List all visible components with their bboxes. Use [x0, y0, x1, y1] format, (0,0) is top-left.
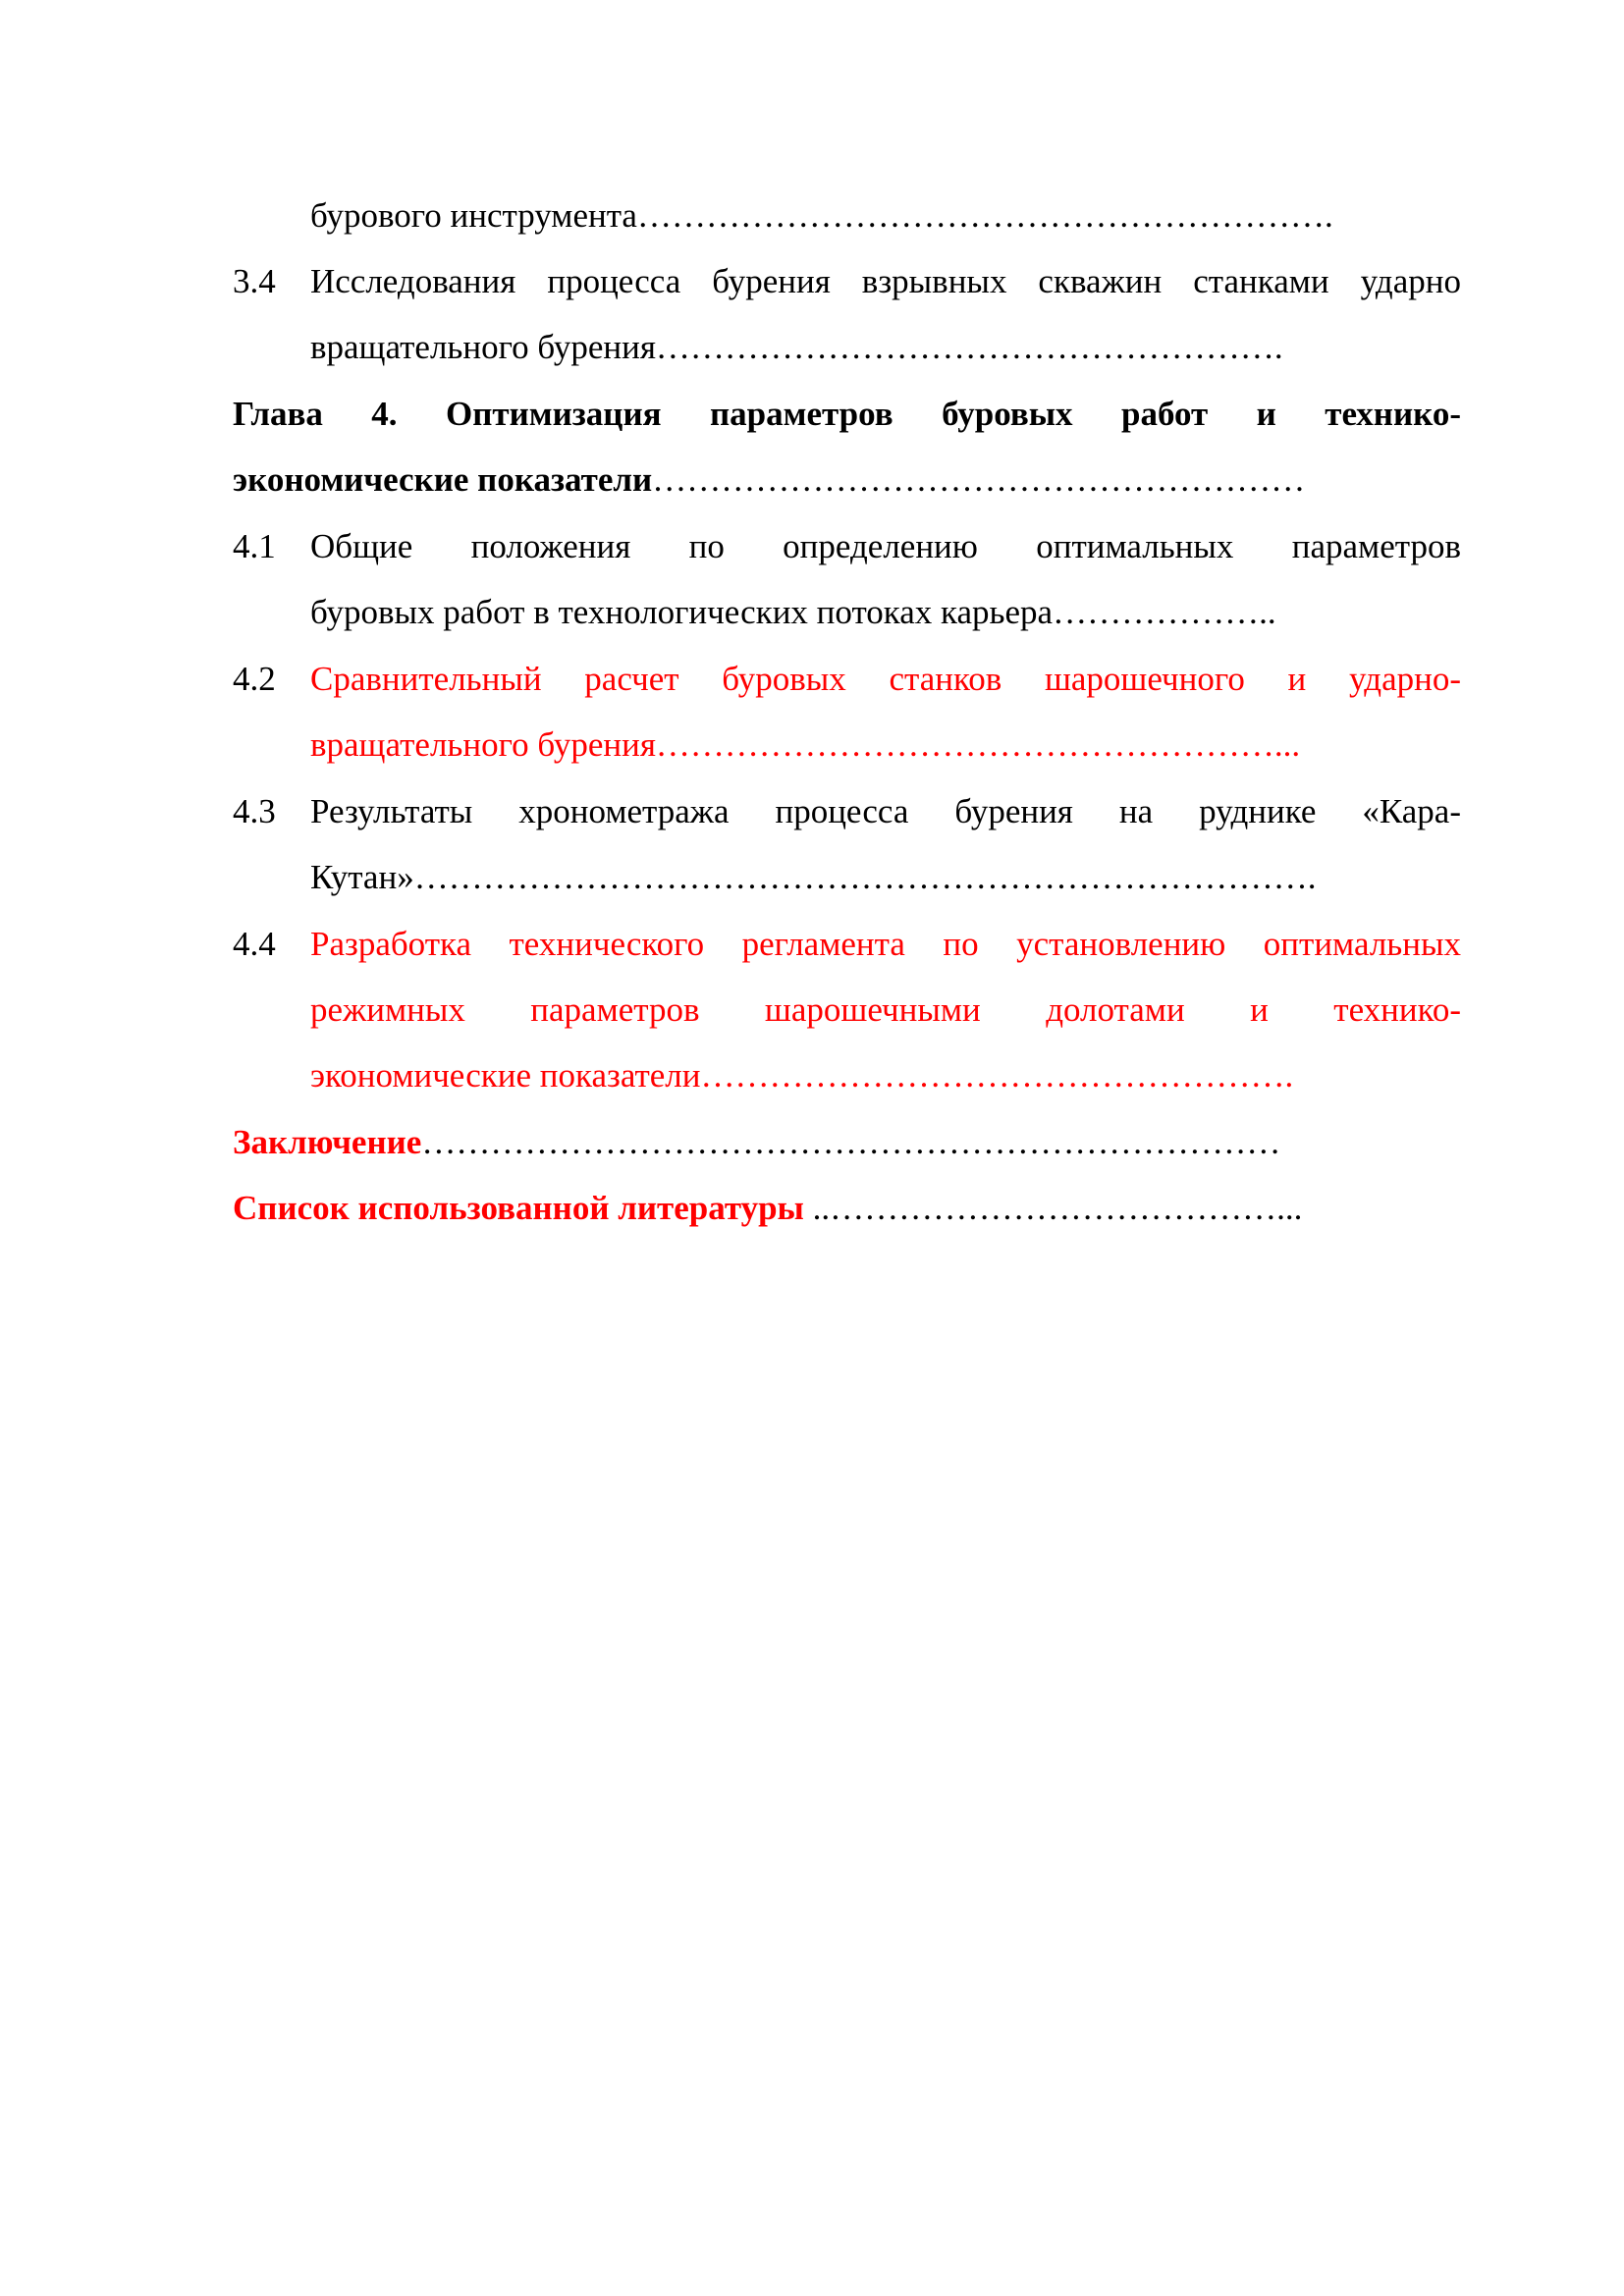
toc-entry-line — [310, 790, 1461, 833]
toc-entry-text: Результаты хронометража процесса бурения на руднике «Кара- — [310, 792, 1461, 830]
toc-entry-3-4 — [0, 260, 1624, 303]
toc-entry-line — [310, 658, 1461, 701]
toc-entry-4-4-line-2 — [0, 988, 1624, 1032]
toc-entry-number: 4.4 — [233, 925, 276, 963]
toc-chapter-line — [233, 1187, 1302, 1230]
toc-entry-text: Кутан»……………………………………………………………………. — [310, 858, 1317, 896]
toc-leader-dots: ………………………………………………………………… — [421, 1123, 1281, 1161]
toc-entry-line — [310, 988, 1461, 1032]
toc-entry-4-2 — [0, 658, 1624, 701]
toc-entry-text: Сравнительный расчет буровых станков шарошечного и ударно- — [310, 660, 1461, 698]
toc-entry-line — [310, 525, 1461, 568]
toc-chapter-line — [233, 458, 1305, 502]
toc-entry-text: Общие положения по определению оптимальных параметров — [310, 527, 1461, 565]
toc-entry-4-1 — [0, 525, 1624, 568]
toc-entry-text: Разработка технического регламента по установлению оптимальных — [310, 925, 1461, 963]
toc-entry-text: Исследования процесса бурения взрывных скважин станками ударно — [310, 262, 1461, 300]
toc-chapter-title: экономические показатели — [233, 460, 653, 499]
toc-entry-number: 4.3 — [233, 792, 276, 830]
toc-leader-dots: ………………………………………………… — [652, 460, 1306, 499]
toc-entry-4-3 — [0, 790, 1624, 833]
toc-entry-number: 4.2 — [233, 660, 276, 698]
toc-references-title: Список использованной литературы — [233, 1189, 804, 1227]
toc-chapter-line — [233, 1121, 1280, 1164]
toc-entry-text: вращательного бурения………………………………………………. — [310, 328, 1283, 366]
toc-chapter-title: Глава 4. Оптимизация параметров буровых работ и технико- — [233, 395, 1461, 433]
toc-entry-text: буровых работ в технологических потоках карьера……………….. — [310, 593, 1276, 631]
toc-entry-text: вращательного бурения………………………………………………... — [310, 725, 1301, 764]
toc-chapter-line — [233, 393, 1461, 436]
toc-entry-4-4 — [0, 923, 1624, 966]
toc-entry-text: экономические показатели……………………………………………. — [310, 1056, 1294, 1095]
toc-entry-line — [310, 260, 1461, 303]
toc-entry-number: 4.1 — [233, 527, 276, 565]
toc-conclusion-title: Заключение — [233, 1123, 422, 1161]
toc-entry-text: бурового инструмента……………………………………………………. — [310, 196, 1333, 235]
toc-leader-dots: ..…………………………………... — [803, 1189, 1303, 1227]
toc-entry-text: режимных параметров шарошечными долотами и технико- — [310, 990, 1461, 1029]
toc-entry-number: 3.4 — [233, 262, 276, 300]
toc-entry-line — [310, 923, 1461, 966]
toc-chapter-4 — [0, 393, 1624, 436]
